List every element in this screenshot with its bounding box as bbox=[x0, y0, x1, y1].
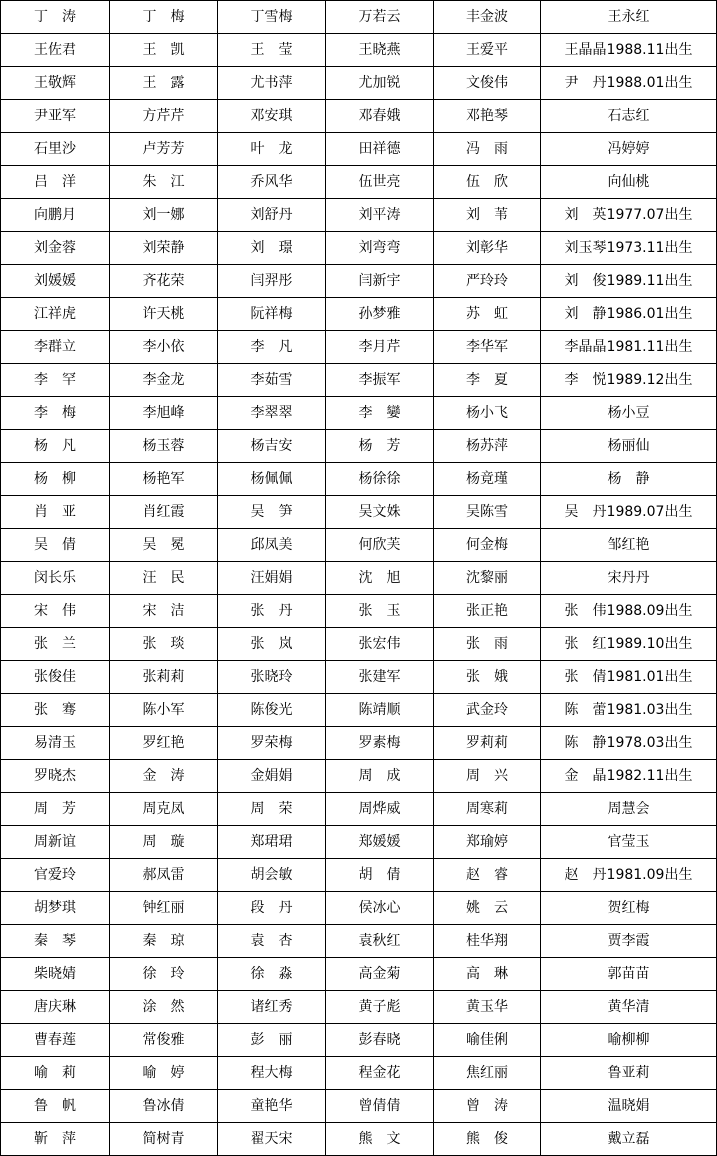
table-row bbox=[1, 133, 717, 166]
table-body bbox=[1, 1, 717, 1156]
table-row bbox=[1, 529, 717, 562]
name-cell: 汪 民 bbox=[110, 562, 218, 595]
name-cell: 张莉莉 bbox=[110, 661, 218, 694]
name-cell: 周慧会 bbox=[541, 793, 717, 826]
name-cell: 李月芹 bbox=[326, 331, 434, 364]
table-row bbox=[1, 562, 717, 595]
name-cell: 罗莉莉 bbox=[434, 727, 541, 760]
name-cell: 李 孌 bbox=[326, 397, 434, 430]
name-cell: 程大梅 bbox=[218, 1057, 326, 1090]
name-cell: 伍 欣 bbox=[434, 166, 541, 199]
name-cell: 向仙桃 bbox=[541, 166, 717, 199]
name-cell: 刘 英1977.07出生 bbox=[541, 199, 717, 232]
name-cell: 袁秋红 bbox=[326, 925, 434, 958]
table-row bbox=[1, 298, 717, 331]
name-cell: 童艳华 bbox=[218, 1090, 326, 1123]
name-cell: 杨苏萍 bbox=[434, 430, 541, 463]
name-cell: 闫新宇 bbox=[326, 265, 434, 298]
name-cell: 张 倩1981.01出生 bbox=[541, 661, 717, 694]
name-cell: 曾倩倩 bbox=[326, 1090, 434, 1123]
name-cell: 刘一娜 bbox=[110, 199, 218, 232]
name-cell: 吴 倩 bbox=[1, 529, 110, 562]
name-cell: 郝凤雷 bbox=[110, 859, 218, 892]
table-row bbox=[1, 430, 717, 463]
name-cell: 高 琳 bbox=[434, 958, 541, 991]
name-cell: 张宏伟 bbox=[326, 628, 434, 661]
name-cell: 刘 苇 bbox=[434, 199, 541, 232]
table-row bbox=[1, 496, 717, 529]
name-cell: 刘玉琴1973.11出生 bbox=[541, 232, 717, 265]
table-row bbox=[1, 364, 717, 397]
name-cell: 王晶晶1988.11出生 bbox=[541, 34, 717, 67]
name-cell: 王爱平 bbox=[434, 34, 541, 67]
name-cell: 杨竟瑾 bbox=[434, 463, 541, 496]
name-cell: 田祥德 bbox=[326, 133, 434, 166]
table-row bbox=[1, 991, 717, 1024]
name-cell: 周新谊 bbox=[1, 826, 110, 859]
name-cell: 秦 琼 bbox=[110, 925, 218, 958]
name-cell: 阮祥梅 bbox=[218, 298, 326, 331]
name-cell: 程金花 bbox=[326, 1057, 434, 1090]
name-cell: 胡梦琪 bbox=[1, 892, 110, 925]
name-cell: 杨玉蓉 bbox=[110, 430, 218, 463]
name-cell: 贾李霞 bbox=[541, 925, 717, 958]
name-cell: 李茹雪 bbox=[218, 364, 326, 397]
name-cell: 喻柳柳 bbox=[541, 1024, 717, 1057]
name-cell: 王 凯 bbox=[110, 34, 218, 67]
name-cell: 徐 玲 bbox=[110, 958, 218, 991]
name-cell: 尤加锐 bbox=[326, 67, 434, 100]
name-cell: 陈 静1978.03出生 bbox=[541, 727, 717, 760]
name-cell: 柴晓婧 bbox=[1, 958, 110, 991]
name-cell: 张俊佳 bbox=[1, 661, 110, 694]
name-cell: 刘 静1986.01出生 bbox=[541, 298, 717, 331]
name-cell: 熊 俊 bbox=[434, 1123, 541, 1156]
name-cell: 秦 琴 bbox=[1, 925, 110, 958]
name-cell: 伍世亮 bbox=[326, 166, 434, 199]
name-cell: 温晓娟 bbox=[541, 1090, 717, 1123]
name-cell: 苏 虹 bbox=[434, 298, 541, 331]
name-cell: 陈小军 bbox=[110, 694, 218, 727]
name-cell: 张建军 bbox=[326, 661, 434, 694]
name-cell: 金娟娟 bbox=[218, 760, 326, 793]
name-cell: 戴立磊 bbox=[541, 1123, 717, 1156]
name-cell: 石志红 bbox=[541, 100, 717, 133]
table-row bbox=[1, 958, 717, 991]
name-cell: 刘舒丹 bbox=[218, 199, 326, 232]
name-cell: 杨吉安 bbox=[218, 430, 326, 463]
name-cell: 喻佳俐 bbox=[434, 1024, 541, 1057]
name-cell: 齐花荣 bbox=[110, 265, 218, 298]
name-cell: 郑瑜婷 bbox=[434, 826, 541, 859]
name-cell: 尹 丹1988.01出生 bbox=[541, 67, 717, 100]
name-cell: 姚 云 bbox=[434, 892, 541, 925]
name-cell: 江祥虎 bbox=[1, 298, 110, 331]
name-cell: 冯婷婷 bbox=[541, 133, 717, 166]
table-row bbox=[1, 1, 717, 34]
name-cell: 邹红艳 bbox=[541, 529, 717, 562]
name-cell: 罗荣梅 bbox=[218, 727, 326, 760]
name-cell: 严玲玲 bbox=[434, 265, 541, 298]
name-cell: 李华军 bbox=[434, 331, 541, 364]
name-cell: 吴陈雪 bbox=[434, 496, 541, 529]
name-cell: 丰金波 bbox=[434, 1, 541, 34]
name-cell: 李 凡 bbox=[218, 331, 326, 364]
name-cell: 丁雪梅 bbox=[218, 1, 326, 34]
name-cell: 袁 杏 bbox=[218, 925, 326, 958]
table-row bbox=[1, 727, 717, 760]
name-cell: 陈 蕾1981.03出生 bbox=[541, 694, 717, 727]
name-cell: 鲁冰倩 bbox=[110, 1090, 218, 1123]
name-cell: 简树青 bbox=[110, 1123, 218, 1156]
name-cell: 李晶晶1981.11出生 bbox=[541, 331, 717, 364]
name-cell: 方芹芹 bbox=[110, 100, 218, 133]
name-cell: 杨小豆 bbox=[541, 397, 717, 430]
name-cell: 喻 莉 bbox=[1, 1057, 110, 1090]
table-row bbox=[1, 661, 717, 694]
name-cell: 李 悦1989.12出生 bbox=[541, 364, 717, 397]
name-cell: 王 莹 bbox=[218, 34, 326, 67]
name-cell: 吴 笋 bbox=[218, 496, 326, 529]
name-cell: 赵 丹1981.09出生 bbox=[541, 859, 717, 892]
name-cell: 钟红丽 bbox=[110, 892, 218, 925]
table-row bbox=[1, 793, 717, 826]
name-cell: 徐 淼 bbox=[218, 958, 326, 991]
name-cell: 邓安琪 bbox=[218, 100, 326, 133]
name-cell: 张 岚 bbox=[218, 628, 326, 661]
name-cell: 桂华翔 bbox=[434, 925, 541, 958]
name-cell: 肖红霞 bbox=[110, 496, 218, 529]
name-cell: 刘媛媛 bbox=[1, 265, 110, 298]
name-cell: 李 梅 bbox=[1, 397, 110, 430]
name-cell: 杨小飞 bbox=[434, 397, 541, 430]
table-row bbox=[1, 1090, 717, 1123]
name-cell: 何金梅 bbox=[434, 529, 541, 562]
name-cell: 周克凤 bbox=[110, 793, 218, 826]
name-cell: 武金玲 bbox=[434, 694, 541, 727]
name-cell: 刘彰华 bbox=[434, 232, 541, 265]
name-cell: 周 芳 bbox=[1, 793, 110, 826]
name-cell: 高金菊 bbox=[326, 958, 434, 991]
name-cell: 鲁亚莉 bbox=[541, 1057, 717, 1090]
name-cell: 涂 然 bbox=[110, 991, 218, 1024]
name-cell: 吴 丹1989.07出生 bbox=[541, 496, 717, 529]
name-cell: 金 晶1982.11出生 bbox=[541, 760, 717, 793]
name-cell: 沈黎丽 bbox=[434, 562, 541, 595]
name-cell: 丁 梅 bbox=[110, 1, 218, 34]
name-cell: 王晓燕 bbox=[326, 34, 434, 67]
name-cell: 郑媛媛 bbox=[326, 826, 434, 859]
name-cell: 翟天宋 bbox=[218, 1123, 326, 1156]
name-cell: 陈靖顺 bbox=[326, 694, 434, 727]
name-cell: 杨 静 bbox=[541, 463, 717, 496]
name-cell: 邓春娥 bbox=[326, 100, 434, 133]
name-cell: 宋 洁 bbox=[110, 595, 218, 628]
name-cell: 邱凤美 bbox=[218, 529, 326, 562]
name-cell: 张 娥 bbox=[434, 661, 541, 694]
table-row bbox=[1, 892, 717, 925]
name-cell: 侯冰心 bbox=[326, 892, 434, 925]
table-row bbox=[1, 859, 717, 892]
name-cell: 卢芳芳 bbox=[110, 133, 218, 166]
name-cell: 张 玉 bbox=[326, 595, 434, 628]
name-cell: 沈 旭 bbox=[326, 562, 434, 595]
table-row bbox=[1, 925, 717, 958]
name-cell: 叶 龙 bbox=[218, 133, 326, 166]
name-cell: 段 丹 bbox=[218, 892, 326, 925]
name-cell: 张 丹 bbox=[218, 595, 326, 628]
name-cell: 闫羿彤 bbox=[218, 265, 326, 298]
name-cell: 向鹏月 bbox=[1, 199, 110, 232]
name-cell: 吕 洋 bbox=[1, 166, 110, 199]
name-cell: 杨 芳 bbox=[326, 430, 434, 463]
name-cell: 黄子彪 bbox=[326, 991, 434, 1024]
name-cell: 罗素梅 bbox=[326, 727, 434, 760]
name-cell: 吴文姝 bbox=[326, 496, 434, 529]
table-row bbox=[1, 760, 717, 793]
name-cell: 杨 凡 bbox=[1, 430, 110, 463]
table-row bbox=[1, 1024, 717, 1057]
table-row bbox=[1, 1057, 717, 1090]
name-cell: 李旭峰 bbox=[110, 397, 218, 430]
name-cell: 万若云 bbox=[326, 1, 434, 34]
table-row bbox=[1, 397, 717, 430]
name-cell: 周 兴 bbox=[434, 760, 541, 793]
table-row bbox=[1, 199, 717, 232]
name-cell: 汪娟娟 bbox=[218, 562, 326, 595]
name-cell: 刘 俊1989.11出生 bbox=[541, 265, 717, 298]
name-cell: 黄华清 bbox=[541, 991, 717, 1024]
name-cell: 冯 雨 bbox=[434, 133, 541, 166]
name-cell: 刘弯弯 bbox=[326, 232, 434, 265]
table-row bbox=[1, 67, 717, 100]
name-cell: 周 璇 bbox=[110, 826, 218, 859]
name-cell: 李翠翠 bbox=[218, 397, 326, 430]
name-cell: 官莹玉 bbox=[541, 826, 717, 859]
name-cell: 金 涛 bbox=[110, 760, 218, 793]
name-cell: 王佐君 bbox=[1, 34, 110, 67]
name-cell: 张 雨 bbox=[434, 628, 541, 661]
name-cell: 周 荣 bbox=[218, 793, 326, 826]
name-cell: 诸红秀 bbox=[218, 991, 326, 1024]
table-row bbox=[1, 826, 717, 859]
name-cell: 邓艳琴 bbox=[434, 100, 541, 133]
name-cell: 李群立 bbox=[1, 331, 110, 364]
name-cell: 王敬辉 bbox=[1, 67, 110, 100]
name-cell: 李 夏 bbox=[434, 364, 541, 397]
name-cell: 肖 亚 bbox=[1, 496, 110, 529]
table-row bbox=[1, 331, 717, 364]
name-cell: 宋丹丹 bbox=[541, 562, 717, 595]
name-cell: 李小依 bbox=[110, 331, 218, 364]
name-cell: 丁 涛 bbox=[1, 1, 110, 34]
name-cell: 黄玉华 bbox=[434, 991, 541, 1024]
name-cell: 张 兰 bbox=[1, 628, 110, 661]
name-cell: 宋 伟 bbox=[1, 595, 110, 628]
name-cell: 尤书萍 bbox=[218, 67, 326, 100]
name-cell: 杨丽仙 bbox=[541, 430, 717, 463]
name-cell: 乔风华 bbox=[218, 166, 326, 199]
name-cell: 朱 江 bbox=[110, 166, 218, 199]
name-cell: 吴 冕 bbox=[110, 529, 218, 562]
name-cell: 唐庆琳 bbox=[1, 991, 110, 1024]
name-cell: 胡 倩 bbox=[326, 859, 434, 892]
name-cell: 熊 文 bbox=[326, 1123, 434, 1156]
name-cell: 王 露 bbox=[110, 67, 218, 100]
name-cell: 赵 睿 bbox=[434, 859, 541, 892]
name-cell: 石里沙 bbox=[1, 133, 110, 166]
table-row bbox=[1, 1123, 717, 1156]
name-cell: 陈俊光 bbox=[218, 694, 326, 727]
name-cell: 文俊伟 bbox=[434, 67, 541, 100]
table-row bbox=[1, 100, 717, 133]
name-cell: 彭春晓 bbox=[326, 1024, 434, 1057]
name-cell: 刘 璟 bbox=[218, 232, 326, 265]
name-cell: 李 罕 bbox=[1, 364, 110, 397]
table-row bbox=[1, 166, 717, 199]
table-row bbox=[1, 694, 717, 727]
name-cell: 刘金蓉 bbox=[1, 232, 110, 265]
name-cell: 张 骞 bbox=[1, 694, 110, 727]
table-row bbox=[1, 463, 717, 496]
name-cell: 彭 丽 bbox=[218, 1024, 326, 1057]
name-cell: 尹亚军 bbox=[1, 100, 110, 133]
name-cell: 常俊雅 bbox=[110, 1024, 218, 1057]
name-cell: 孙梦雅 bbox=[326, 298, 434, 331]
name-cell: 喻 婷 bbox=[110, 1057, 218, 1090]
name-cell: 张晓玲 bbox=[218, 661, 326, 694]
name-cell: 靳 萍 bbox=[1, 1123, 110, 1156]
name-cell: 张 伟1988.09出生 bbox=[541, 595, 717, 628]
table-row bbox=[1, 232, 717, 265]
name-cell: 曹春莲 bbox=[1, 1024, 110, 1057]
name-cell: 官爱玲 bbox=[1, 859, 110, 892]
name-cell: 曾 涛 bbox=[434, 1090, 541, 1123]
name-cell: 闵长乐 bbox=[1, 562, 110, 595]
name-cell: 张正艳 bbox=[434, 595, 541, 628]
table-row bbox=[1, 265, 717, 298]
name-cell: 焦红丽 bbox=[434, 1057, 541, 1090]
name-cell: 杨佩佩 bbox=[218, 463, 326, 496]
name-cell: 郭苗苗 bbox=[541, 958, 717, 991]
table-row bbox=[1, 628, 717, 661]
name-cell: 许天桃 bbox=[110, 298, 218, 331]
name-cell: 周烨威 bbox=[326, 793, 434, 826]
name-cell: 何欣芙 bbox=[326, 529, 434, 562]
name-cell: 杨 柳 bbox=[1, 463, 110, 496]
name-cell: 刘平涛 bbox=[326, 199, 434, 232]
name-cell: 郑珺珺 bbox=[218, 826, 326, 859]
name-cell: 罗晓杰 bbox=[1, 760, 110, 793]
name-cell: 胡会敏 bbox=[218, 859, 326, 892]
name-cell: 杨徐徐 bbox=[326, 463, 434, 496]
name-cell: 李振军 bbox=[326, 364, 434, 397]
name-cell: 周寒莉 bbox=[434, 793, 541, 826]
name-cell: 鲁 帆 bbox=[1, 1090, 110, 1123]
name-cell: 张 琰 bbox=[110, 628, 218, 661]
name-cell: 张 红1989.10出生 bbox=[541, 628, 717, 661]
name-cell: 李金龙 bbox=[110, 364, 218, 397]
name-cell: 刘荣静 bbox=[110, 232, 218, 265]
name-cell: 罗红艳 bbox=[110, 727, 218, 760]
name-cell: 杨艳军 bbox=[110, 463, 218, 496]
table-row bbox=[1, 595, 717, 628]
name-cell: 王永红 bbox=[541, 1, 717, 34]
name-cell: 贺红梅 bbox=[541, 892, 717, 925]
table-row bbox=[1, 34, 717, 67]
name-cell: 周 成 bbox=[326, 760, 434, 793]
name-cell: 易清玉 bbox=[1, 727, 110, 760]
